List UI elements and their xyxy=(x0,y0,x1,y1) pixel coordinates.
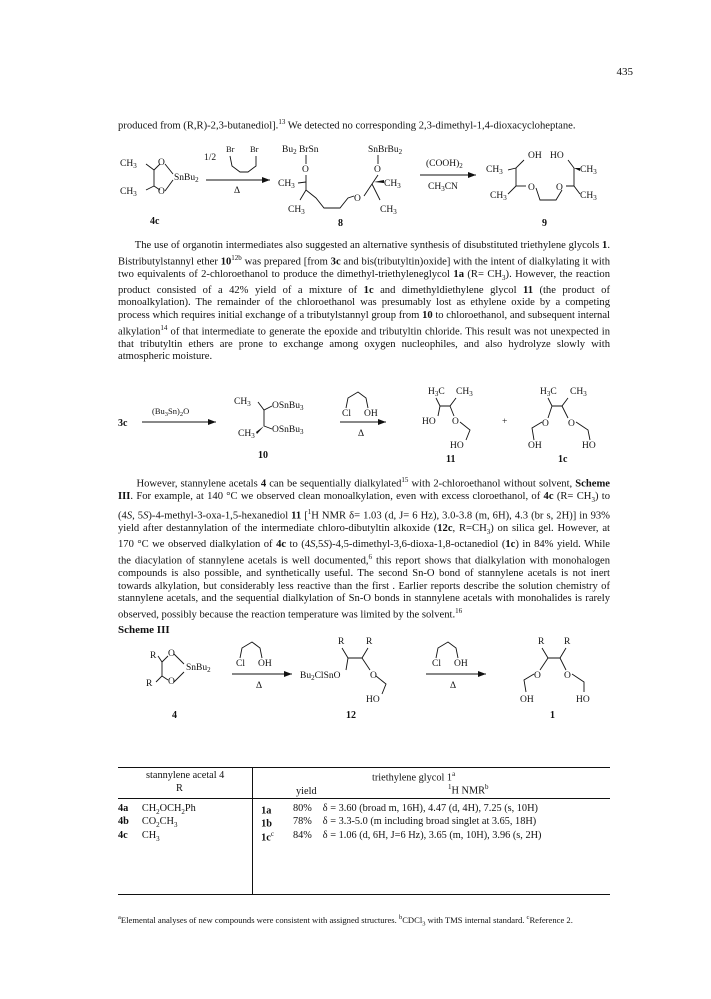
12-bu2clsno: $Bu_2ClSnO$ xyxy=(300,671,341,682)
1c-o-right: O xyxy=(568,419,575,429)
label-1c: 1c xyxy=(558,454,568,465)
12-r-2: R xyxy=(366,637,373,647)
4-r-top: R xyxy=(150,651,157,661)
1-r-2: R xyxy=(564,637,571,647)
col2-nmr-head: $^1$H NMR$^b$ xyxy=(448,783,489,797)
10-osnbu3-bottom: OSnBu$_3$ xyxy=(272,425,304,436)
table-rule-mid xyxy=(118,798,610,799)
9-ho: HO xyxy=(550,151,564,161)
12-o: O xyxy=(370,671,377,681)
row-product: 1a xyxy=(261,805,272,817)
delta-4: Δ xyxy=(450,681,457,691)
1c-ch3: $CH_3$ xyxy=(570,387,587,398)
4c-ch3-bottom: $CH_3$ xyxy=(120,187,137,198)
ref-13: 13 xyxy=(278,118,286,126)
4-snbu2: SnBu$_2$ xyxy=(186,663,211,674)
data-table xyxy=(118,803,610,843)
row-yield: 84% xyxy=(292,829,312,841)
row-nmr: δ = 1.06 (d, 6H, J=6 Hz), 3.65 (m, 10H), 3.96 (s, 2H) xyxy=(322,829,542,841)
1c-o-left: O xyxy=(542,419,549,429)
9-ch3-4: $CH_3$ xyxy=(580,191,597,202)
table-row xyxy=(118,816,610,829)
paragraph-organotin: The use of organotin intermediates also suggested an alternative synthesis of disubstituted triethylene glycols 1. Bistributylstannyl ether $10^{12b}$ was prepared [from 3c and bis(tributyltin)oxide] with the intent of dialkylating it with two equivalents of 2-chloroethanol to produce the dimethyl-triethyleneglycol 1a $(R= CH_3)$. However, the reaction product consisted of a 42% yield of a mixture of 1c and dimethyldiethylene glycol 11 (the product of monoalkylation). The remainder of the chloroethanol was presumably lost as ethylene oxide by a competing process which requires initial exchange of a tributylstannyl group from 10 to chloroethanol, and subsequent internal alkylation$^{14}$ of that intermediate to generate the epoxide and tributyltin chloride. This result was not unexpected in that tributyltin ethers are prone to exchange among oxygen nucleophiles, and also hydrolyze slowly with atmospheric moisture. xyxy=(118,240,611,363)
col2-head: triethylene glycol 1$^a$ xyxy=(372,770,456,784)
row-acetal-id: 4c xyxy=(118,829,128,841)
1-ho: HO xyxy=(576,695,590,705)
label-1: 1 xyxy=(550,710,555,720)
11-h3c: $H_3C$ xyxy=(428,387,445,398)
9-o-right: O xyxy=(556,183,563,193)
10-ch3-top: $CH_3$ xyxy=(234,397,251,408)
1c-h3c: $H_3C$ xyxy=(540,387,557,398)
label-10: 10 xyxy=(258,450,268,461)
br-1: Br xyxy=(226,144,235,154)
cl-1: Cl xyxy=(342,409,351,419)
10-osnbu3-top: OSnBu$_3$ xyxy=(272,401,304,412)
table-rule-bottom xyxy=(118,894,610,895)
row-product: $1c^c$ xyxy=(261,829,274,844)
solvent-ch3cn: $CH_3CN$ xyxy=(428,182,458,193)
8-o-left: O xyxy=(302,165,309,175)
reagent-oxalic: $(COOH)_2$ xyxy=(426,159,463,170)
label-4: 4 xyxy=(172,710,177,720)
page-number: 435 xyxy=(616,66,633,78)
8-ch3-2: $CH_3$ xyxy=(288,205,305,216)
11-ho: HO xyxy=(422,417,436,427)
1-o-left: O xyxy=(534,671,541,681)
row-nmr: δ = 3.3-5.0 (m including broad singlet at 3.65, 18H) xyxy=(322,816,537,828)
scheme-3-heading: Scheme III xyxy=(118,624,170,636)
row-product: 1b xyxy=(261,818,273,830)
4c-snbu2: SnBu$_2$ xyxy=(174,173,199,184)
delta-1: Δ xyxy=(234,186,241,196)
cl-2: Cl xyxy=(236,659,245,669)
paragraph-stannylene: However, stannylene acetals 4 can be sequentially dialkylated$^{15}$ with 2-chloroethanol without solvent, Scheme III. For example, at 140 °C we observed clean monoalkylation, even with excess cloroethanol, of 4c $(R= CH_3)$ to (4S, 5S)-4-methyl-3-oxa-1,5-hexanediol 11 [$^1$H NMR δ= 1.03 (d, J= 6 Hz), 3.0-3.8 (m, 6H), 4.3 (br s, 2H)] in 93% yield after destannylation of the intermediate chloro-dibutyltin alkoxide (12c, $R=CH_3$) on silica gel. However, at 170 °C we observed dialkylation of 4c to (4S,5S)-4,5-dimethyl-3,6-dioxa-1,8-octanediol (1c) in 84% yield. While the diacylation of stannylene acetals is well documented,$^6$ this report shows that dialkylation with monohalogen compounds is also possible, and synthetically useful. The second Sn-O bond of stannylene acetals is not inert towards alkylation, but considerably less reactive than the first . Earlier reports describe the solution chemistry of stannylene acetals, and the sequential dialkylation of Sn-O bonds in stannylene acetals with monohalides is rarely observed, possibly because the reaction temperature was limited by the solvent.$^{16}$ xyxy=(118,476,611,621)
11-ch3: $CH_3$ xyxy=(456,387,473,398)
9-oh: OH xyxy=(528,151,542,161)
row-acetal-id: 4a xyxy=(118,803,129,814)
row-r-group: $CO_2CH_3$ xyxy=(141,816,178,830)
4-o-bottom: O xyxy=(168,677,175,687)
table-row xyxy=(118,830,610,843)
oh-2: OH xyxy=(258,659,272,669)
row-acetal-id: 4b xyxy=(118,816,129,828)
8-o-right: O xyxy=(374,165,381,175)
row-r-group: $CH_3$ xyxy=(141,829,160,843)
scheme-1-diagram xyxy=(110,142,610,238)
oh-1: OH xyxy=(364,409,378,419)
12-r-1: R xyxy=(338,637,345,647)
11-ho-2: HO xyxy=(450,441,464,451)
4c-ch3-top: $CH_3$ xyxy=(120,159,137,170)
br-2: Br xyxy=(250,144,259,154)
row-nmr: δ = 3.60 (broad m, 16H), 4.47 (d, 4H), 7.25 (s, 10H) xyxy=(322,803,538,814)
12-ho: HO xyxy=(366,695,380,705)
9-o-left: O xyxy=(528,183,535,193)
9-ch3-1: $CH_3$ xyxy=(486,165,503,176)
1c-oh: OH xyxy=(528,441,542,451)
label-9: 9 xyxy=(542,218,547,229)
scheme-3-diagram xyxy=(110,636,610,720)
8-ch3-3: $CH_3$ xyxy=(384,179,401,190)
row-yield: 80% xyxy=(292,803,312,814)
4-r-bottom: R xyxy=(146,679,153,689)
11-o: O xyxy=(452,417,459,427)
1-o-right: O xyxy=(564,671,571,681)
delta-2: Δ xyxy=(358,429,365,439)
8-snbrbu2: SnBrBu$_2$ xyxy=(368,145,403,156)
label-3c: 3c xyxy=(118,418,128,429)
8-o-mid: O xyxy=(354,194,361,204)
table-rule-top xyxy=(118,767,610,768)
scheme-2-diagram xyxy=(110,384,610,466)
9-ch3-2: $CH_3$ xyxy=(490,191,507,202)
cl-3: Cl xyxy=(432,659,441,669)
1-r-1: R xyxy=(538,637,545,647)
reagent-bis-tributyltin-oxide: $(Bu_3Sn)_2O$ xyxy=(152,406,190,418)
4c-o-bottom: O xyxy=(158,187,165,197)
intro-paragraph xyxy=(118,116,610,133)
label-8: 8 xyxy=(338,218,343,229)
col2-yield-head: yield xyxy=(296,786,317,797)
9-ch3-3: $CH_3$ xyxy=(580,165,597,176)
4c-o-top: O xyxy=(158,158,165,168)
intro-text-b: We detected no corresponding 2,3-dimethyl-1,4-dioxacycloheptane. xyxy=(285,120,576,132)
4-o-top: O xyxy=(168,649,175,659)
oh-3: OH xyxy=(454,659,468,669)
8-ch3-4: $CH_3$ xyxy=(380,205,397,216)
table-row xyxy=(118,803,610,816)
8-ch3-1: $CH_3$ xyxy=(278,179,295,190)
row-yield: 78% xyxy=(292,816,312,828)
label-4c: 4c xyxy=(150,216,160,227)
col1-head: stannylene acetal 4 xyxy=(146,770,225,781)
footnote: $^a$Elemental analyses of new compounds were consistent with assigned structures. $^b$CDCl$_3$ with TMS internal standard. $^c$Reference 2. xyxy=(118,914,573,928)
col1-sub: R xyxy=(176,783,183,794)
row-r-group: $CH_2OCH_2Ph$ xyxy=(141,803,196,817)
delta-3: Δ xyxy=(256,681,263,691)
1-oh: OH xyxy=(520,695,534,705)
8-bu2brsn: $Bu_2$ BrSn xyxy=(282,145,319,156)
intro-text: produced from (R,R)-2,3-butanediol]. xyxy=(118,120,279,132)
10-ch3-bottom: $CH_3$ xyxy=(238,429,255,440)
plus-sign: + xyxy=(502,417,508,427)
label-12: 12 xyxy=(346,710,356,720)
half-equiv: 1/2 xyxy=(204,153,217,163)
1c-ho: HO xyxy=(582,441,596,451)
label-11: 11 xyxy=(446,454,456,465)
